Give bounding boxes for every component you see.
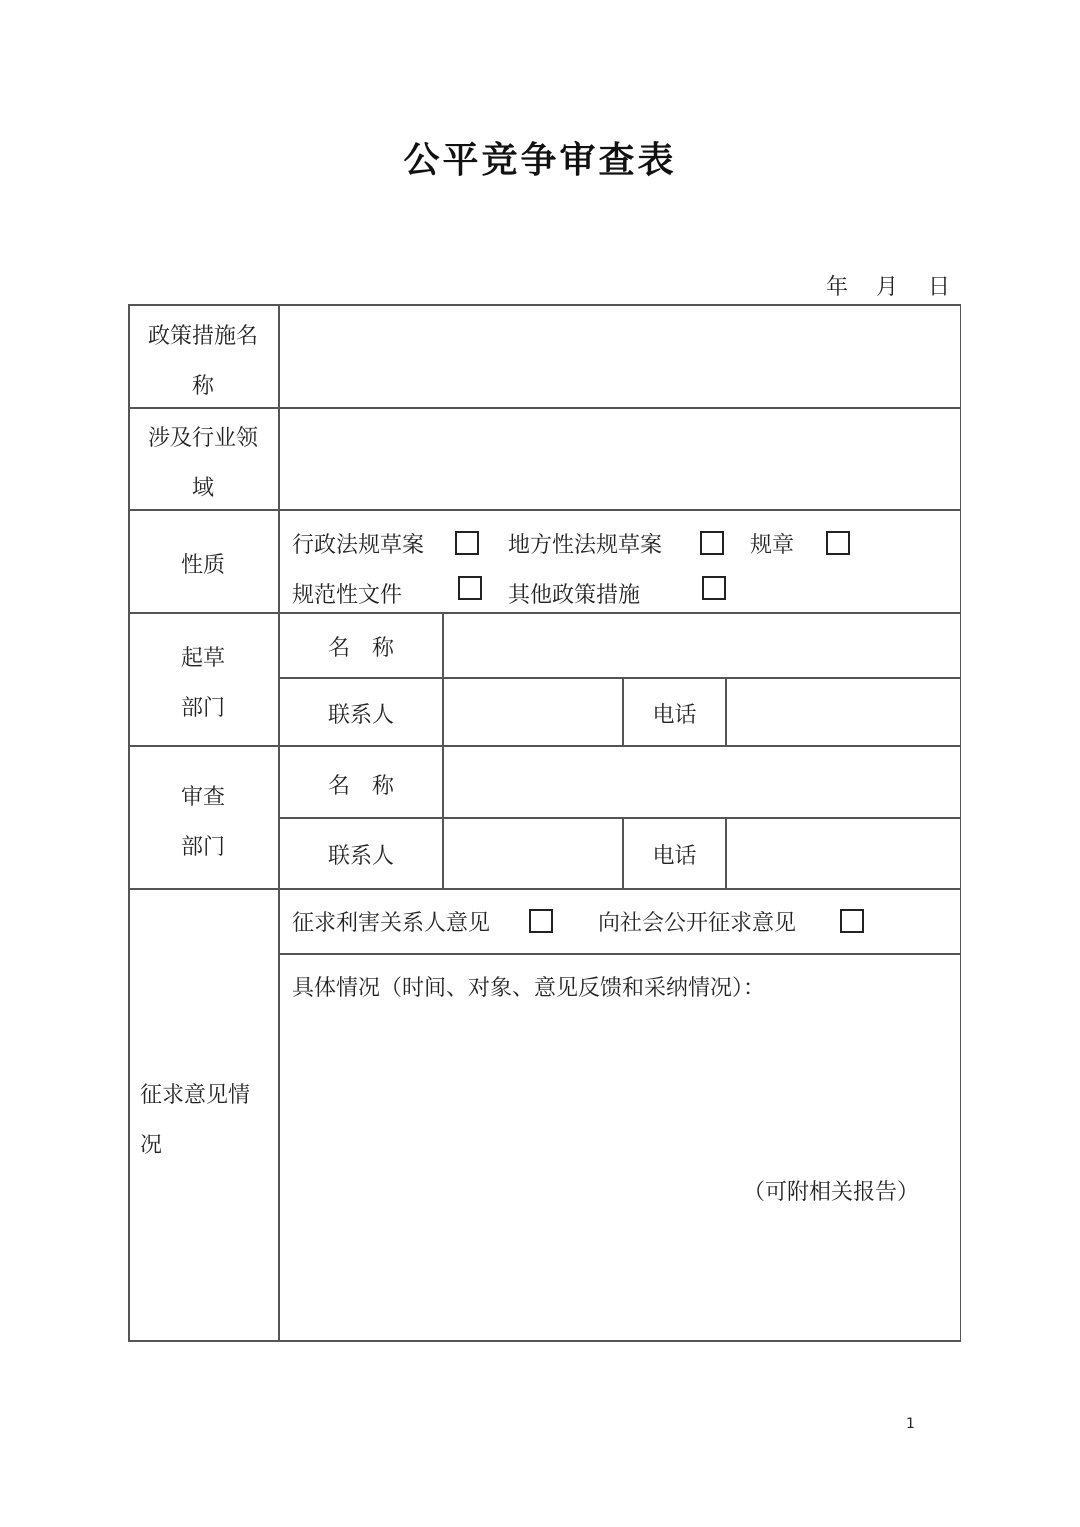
drafting-dept-name-label: 名 称	[327, 636, 394, 661]
date-day-label: 日	[928, 275, 951, 300]
consultation-checkbox-public[interactable]	[840, 908, 864, 933]
review-dept-label-line1: 审查	[180, 785, 225, 810]
consultation-checkbox-stakeholders[interactable]	[529, 908, 553, 933]
nature-option-rules: 规章	[750, 533, 795, 558]
consultation-label-line2: 况	[140, 1133, 163, 1158]
review-dept-name-field[interactable]	[444, 747, 959, 817]
industry-label	[128, 414, 278, 514]
date-month-label: 月	[876, 275, 899, 300]
drafting-dept-label	[128, 634, 278, 734]
nature-checkbox-other-policies[interactable]	[702, 575, 726, 600]
nature-checkbox-rules[interactable]	[826, 530, 850, 555]
consultation-label	[140, 1071, 278, 1171]
nature-option-other-policies: 其他政策措施	[508, 583, 641, 608]
consultation-details-field[interactable]	[280, 1010, 959, 1170]
table-border-right	[960, 304, 962, 1341]
review-dept-contact-field[interactable]	[444, 819, 622, 888]
drafting-dept-name-field[interactable]	[444, 614, 959, 677]
industry-field[interactable]	[280, 409, 959, 509]
nature-option-normative-docs: 规范性文件	[292, 583, 403, 608]
drafting-dept-label-line1: 起草	[180, 646, 225, 671]
drafting-dept-phone-field[interactable]	[727, 679, 959, 745]
consultation-details-label: 具体情况（时间、对象、意见反馈和采纳情况）：	[292, 976, 766, 1001]
row-divider	[128, 888, 961, 890]
policy-name-label-line2: 称	[191, 374, 214, 399]
policy-name-field[interactable]	[280, 306, 959, 407]
table-border-bottom	[128, 1340, 961, 1342]
consultation-option-stakeholders: 征求利害关系人意见	[292, 911, 491, 936]
industry-label-line1: 涉及行业领	[147, 426, 258, 451]
review-dept-phone-label: 电话	[652, 844, 697, 869]
drafting-dept-contact-field[interactable]	[444, 679, 622, 745]
nature-checkbox-local-regulation[interactable]	[700, 530, 724, 555]
page-title: 公平竞争审查表	[403, 140, 677, 181]
review-dept-label-line2: 部门	[180, 835, 225, 860]
drafting-dept-phone-label: 电话	[652, 703, 697, 728]
drafting-dept-contact-label: 联系人	[327, 703, 394, 728]
consultation-attach-note: （可附相关报告）	[743, 1180, 920, 1205]
nature-option-local-regulation: 地方性法规草案	[508, 533, 663, 558]
date-year-label: 年	[826, 275, 849, 300]
nature-checkbox-normative-docs[interactable]	[458, 575, 482, 600]
consultation-label-line1: 征求意见情	[140, 1083, 251, 1108]
review-dept-contact-label: 联系人	[327, 844, 394, 869]
industry-label-line2: 域	[191, 476, 214, 501]
nature-checkbox-admin-regulation[interactable]	[455, 530, 479, 555]
review-dept-label	[128, 773, 278, 873]
review-dept-name-label: 名 称	[327, 774, 394, 799]
policy-name-label-line1: 政策措施名	[147, 324, 258, 349]
drafting-dept-label-line2: 部门	[180, 696, 225, 721]
consultation-option-public: 向社会公开征求意见	[598, 911, 797, 936]
nature-label: 性质	[180, 553, 225, 578]
sub-row-divider	[278, 953, 961, 955]
policy-name-label	[128, 312, 278, 412]
review-dept-phone-field[interactable]	[727, 819, 959, 888]
page-number: 1	[906, 1416, 915, 1432]
nature-option-admin-regulation: 行政法规草案	[292, 533, 425, 558]
